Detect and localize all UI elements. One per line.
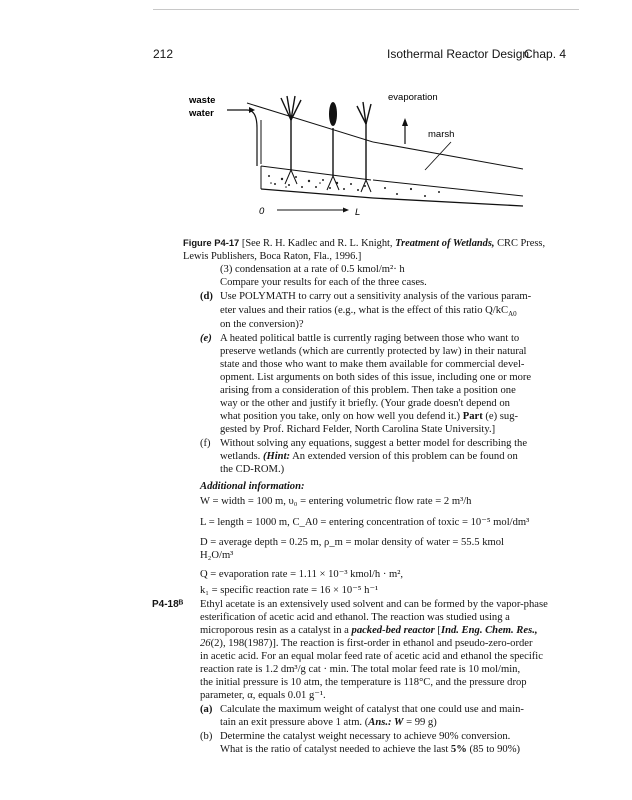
item-f-marker: (f) [200, 438, 211, 449]
item-e-line5: arising from a consideration of this problem. Then take a position one [220, 385, 516, 396]
page-number: 212 [153, 47, 174, 61]
item3-line1: (3) condensation at a rate of 0.5 kmol/m²· h [220, 264, 405, 275]
label-length: L [355, 207, 361, 218]
water-surface-right [373, 142, 523, 169]
item-e-line6: way or the other and justify it briefly. (Your grade doesn't depend on [220, 398, 510, 409]
item-d-line1: Use POLYMATH to carry out a sensitivity analysis of the various param- [220, 291, 532, 302]
plant-cattail [329, 102, 337, 176]
info-depth: D = average depth = 0.25 m, ρ_m = molar density of water = 55.5 kmol [200, 537, 504, 548]
running-title: Isothermal Reactor Design [387, 47, 530, 61]
item-b-marker: (b) [200, 731, 213, 742]
figure-wetland-right [373, 88, 523, 220]
label-marsh: marsh [428, 129, 455, 140]
p418-line8: parameter, α, equals 0.01 g⁻¹. [200, 690, 326, 701]
answer-label: Ans.: [368, 717, 392, 728]
journal-name: Ind. Eng. Chem. Res., [440, 625, 538, 636]
label-evaporation: evaporation [388, 92, 438, 103]
p418-line1: Ethyl acetate is an extensively used solvent and can be formed by the vapor-phase [200, 599, 548, 610]
item-d-line2: eter values and their ratios (e.g., what is the effect of this ratio $Q/kC_{A0}$ [220, 305, 517, 319]
item-d-marker: (d) [200, 291, 213, 302]
sub-a0: A0 [508, 310, 517, 319]
length-arrow [343, 208, 349, 213]
marsh-top-line [261, 166, 371, 180]
item-e-line4: opment. List arguments on both sides of this issue, including one or more [220, 372, 532, 383]
item-e-line8: gested by Prof. Richard Felder, North Carolina State University.] [220, 424, 496, 435]
item-a-marker: (a) [200, 704, 213, 715]
part-label: Part [462, 411, 483, 422]
p418-line3: microporous resin as a catalyst in a packed-bed reactor [Ind. Eng. Chem. Res., [200, 625, 538, 636]
item-e-line7: what position you take, only on how well you defend it.) Part (e) sug- [220, 411, 519, 422]
figure-caption [183, 236, 558, 263]
chapter-label: Chap. 4 [524, 47, 567, 61]
figure-number: Figure P4-17 [183, 237, 240, 248]
problem-number-p4-18: P4-18ᴮ [152, 599, 184, 610]
info-width: W = width = 100 m, υ₀ = entering volumetric flow rate = 2 m³/h [200, 496, 472, 507]
caption-book-title: Treatment of Wetlands, [395, 238, 495, 249]
label-waste: waste [189, 95, 216, 106]
volume-number: 26 [200, 638, 211, 649]
info-rate-constant: k₁ = specific reaction rate = 16 × 10⁻⁵ h⁻¹ [200, 585, 379, 596]
p418-line2: esterification of acetic acid and ethanol. The reaction was studied using a [200, 612, 510, 623]
p418-line6: reaction rate is 1.2 dm³/g cat · min. The total molar feed rate is 10 mol/min, [200, 664, 521, 675]
plant-reeds-1 [281, 96, 301, 170]
item-a-line2: tain an exit pressure above 1 atm. (Ans.: W = 99 g) [220, 717, 437, 728]
marsh-bottom-line [261, 189, 373, 198]
item-e-line1: A heated political battle is currently raging between those who want to [220, 333, 520, 344]
p418-line7: the initial pressure is 10 atm, the temperature is 118°C, and the pressure drop [200, 677, 527, 688]
info-length: L = length = 1000 m, C_A0 = entering concentration of toxic = 10⁻⁵ mol/dm³ [200, 517, 530, 528]
water-surface [247, 103, 373, 142]
info-evaporation: Q = evaporation rate = 1.11 × 10⁻³ kmol/h · m², [200, 569, 404, 580]
p418-line4: 26(2), 198(1987)]. The reaction is first-order in ethanol and pseudo-zero-order [200, 638, 533, 649]
figure-wetland [183, 88, 373, 220]
label-origin: 0 [259, 206, 265, 217]
caption-authors: [See R. H. Kadlec and R. L. Knight, [241, 238, 396, 249]
top-rule [153, 9, 579, 10]
packed-bed-term: packed-bed reactor [351, 625, 435, 636]
plant-roots [285, 170, 371, 192]
hint-label: (Hint: [262, 451, 291, 462]
inflow-pipe [227, 110, 257, 166]
item-e-marker: (e) [200, 333, 212, 344]
info-depth-cont: H₂O/m³ [200, 550, 234, 561]
item-f-line3: the CD-ROM.) [220, 464, 285, 475]
item-b-line1: Determine the catalyst weight necessary to achieve 90% conversion. [220, 731, 511, 742]
marsh-pointer [425, 142, 451, 170]
item-d-line3: on the conversion)? [220, 319, 304, 330]
item-e-line3: state and those who want to make them available for commercial devel- [220, 359, 525, 370]
evaporation-arrow-head [402, 118, 408, 126]
p418-line5: in acetic acid. For an equal molar feed rate of acetic acid and ethanol the specific [200, 651, 543, 662]
item-b-line2: What is the ratio of catalyst needed to achieve the last 5% (85 to 90%) [220, 744, 521, 755]
label-water: water [189, 108, 214, 119]
item-f-line2: wetlands. (Hint: An extended version of this problem can be found on [220, 451, 518, 462]
last-percent: 5% [450, 744, 467, 755]
caption-publisher: CRC Press, Lewis Publishers, Boca Raton, Fla., 1996.] [183, 238, 546, 262]
item-e-line2: preserve wetlands (which are currently protected by law) in their natural [220, 346, 527, 357]
additional-info-heading: Additional information: [200, 481, 305, 492]
item-f-line1: Without solving any equations, suggest a better model for describing the [220, 438, 528, 449]
item3-line2: Compare your results for each of the three cases. [220, 277, 427, 288]
item-a-line1: Calculate the maximum weight of catalyst that one could use and main- [220, 704, 524, 715]
